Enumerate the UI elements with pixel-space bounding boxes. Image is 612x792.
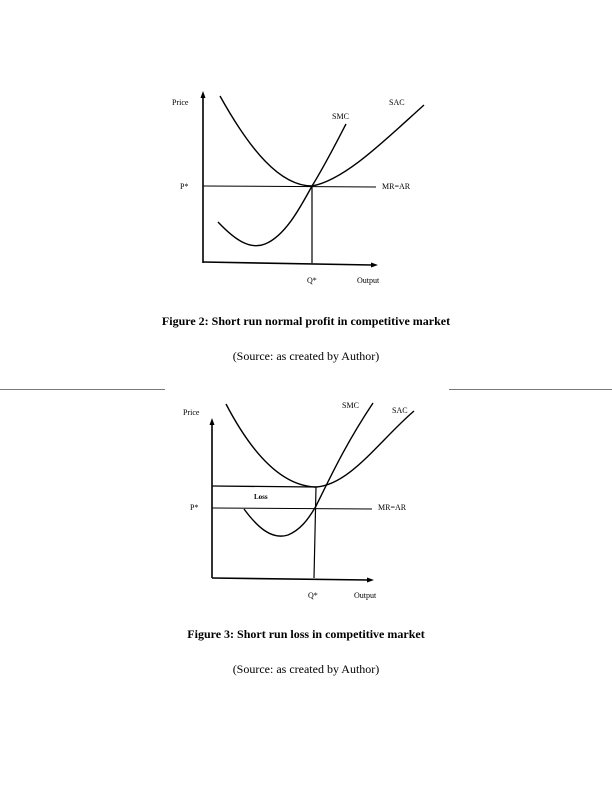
y-axis-arrow xyxy=(201,91,206,98)
running-header-title: ECONOMICS F xyxy=(85,390,159,402)
q-star-label: Q* xyxy=(308,591,318,600)
figure-2-diagram xyxy=(0,0,612,300)
figure-3-source: (Source: as created by Author) xyxy=(232,662,380,676)
figure-2-caption: Figure 2: Short run normal profit in competitive market xyxy=(161,314,451,328)
output-label: Output xyxy=(357,276,380,285)
mr-ar-line xyxy=(203,186,376,187)
x-axis xyxy=(203,262,372,265)
figure-3-diagram xyxy=(0,390,612,610)
page-number: 5 xyxy=(8,390,14,402)
loss-label: Loss xyxy=(254,493,268,501)
mr-ar-label: MR=AR xyxy=(378,503,407,512)
smc-label: SMC xyxy=(342,401,359,410)
figure-3-caption: Figure 3: Short run loss in competitive market xyxy=(187,627,425,641)
sac-label: SAC xyxy=(392,406,408,415)
figure-3-background xyxy=(165,390,449,610)
sac-label: SAC xyxy=(389,98,405,107)
p-star-label: P* xyxy=(180,182,189,191)
price-label: Price xyxy=(172,98,189,107)
price-label: Price xyxy=(183,408,200,417)
p-star-label: P* xyxy=(190,503,199,512)
figure-2-source: (Source: as created by Author) xyxy=(232,349,380,363)
q-star-label: Q* xyxy=(307,276,317,285)
smc-label: SMC xyxy=(332,112,349,121)
smc-curve xyxy=(218,124,346,246)
x-axis-arrow xyxy=(371,263,378,268)
sac-curve xyxy=(220,96,424,186)
output-label: Output xyxy=(354,591,377,600)
mr-ar-label: MR=AR xyxy=(382,182,411,191)
